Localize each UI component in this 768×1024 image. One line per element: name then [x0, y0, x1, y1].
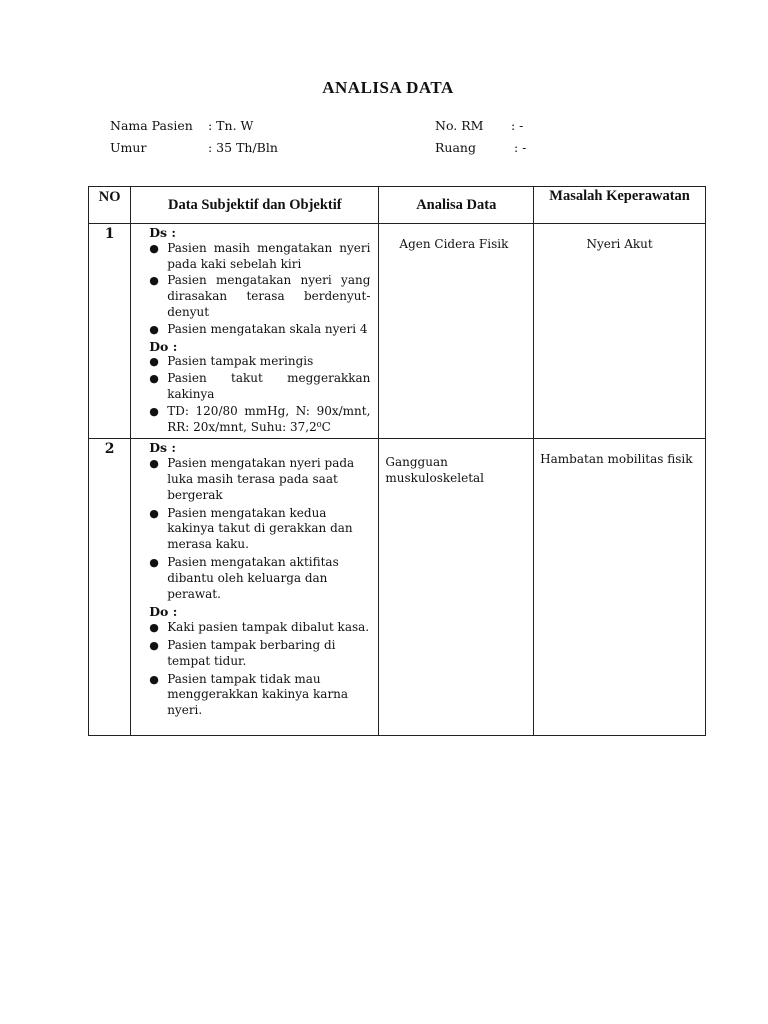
header-data: Data Subjektif dan Objektif	[131, 187, 379, 224]
table-row	[89, 439, 706, 736]
list-item: ● Pasien mengatakan kedua kakinya takut di gerakkan dan merasa kaku.	[149, 505, 353, 552]
bullet-icon: ●	[149, 672, 159, 686]
bullet-icon: ●	[149, 457, 159, 471]
bullet-icon: ●	[149, 355, 159, 369]
list-item: ● Pasien mengatakan nyeri yang dirasakan terasa berdenyut-denyut	[149, 273, 371, 319]
bullet-icon: ●	[149, 241, 159, 255]
umur-value: : 35 Th/Bln	[208, 140, 278, 155]
analisa-cell: Agen Cidera Fisik	[379, 224, 534, 439]
ds-label: Ds :	[149, 225, 177, 240]
nama-label: Nama Pasien	[110, 118, 193, 133]
list-item: ● Pasien tampak tidak mau menggerakkan kakinya karna nyeri.	[149, 671, 349, 718]
do-list	[149, 354, 370, 435]
masalah-cell: Hambatan mobilitas fisik	[534, 439, 706, 736]
data-cell	[131, 224, 379, 439]
ds-list	[149, 456, 370, 602]
bullet-icon: ●	[149, 322, 159, 336]
analisa-data-table	[88, 186, 706, 736]
nama-value: : Tn. W	[208, 118, 254, 133]
rm-label: No. RM	[435, 118, 484, 133]
ruang-value: : -	[514, 140, 527, 155]
bullet-icon: ●	[149, 372, 159, 386]
list-item: ● Pasien tampak meringis	[149, 354, 314, 369]
list-item: ● Kaki pasien tampak dibalut kasa.	[149, 620, 370, 635]
umur-label: Umur	[110, 140, 147, 155]
masalah-cell: Nyeri Akut	[534, 224, 706, 439]
do-label: Do :	[149, 604, 178, 620]
row-number: 1	[89, 224, 131, 439]
bullet-icon: ●	[149, 404, 159, 418]
header-no: NO	[89, 187, 131, 224]
ruang-label: Ruang	[435, 140, 476, 155]
ds-label: Ds :	[149, 440, 177, 456]
header-masalah: Masalah Keperawatan	[534, 187, 706, 224]
table-row	[89, 224, 706, 439]
document-title: ANALISA DATA	[322, 78, 454, 97]
list-item: ● Pasien mengatakan nyeri pada luka masih terasa pada saat bergerak	[149, 456, 355, 502]
do-label: Do :	[149, 338, 178, 354]
bullet-icon: ●	[149, 274, 159, 288]
list-item: ● Pasien takut meggerakkan kakinya	[149, 371, 371, 401]
list-item: ● TD: 120/80 mmHg, N: 90x/mnt, RR: 20x/mnt, Suhu: 37,2⁰C	[149, 403, 371, 434]
ds-list	[149, 241, 370, 338]
bullet-icon: ●	[149, 506, 159, 520]
rm-value: : -	[511, 118, 524, 133]
list-item: ● Pasien masih mengatakan nyeri pada kaki sebelah kiri	[149, 240, 371, 271]
list-item: ● Pasien tampak berbaring di tempat tidur.	[149, 637, 336, 668]
data-cell	[131, 439, 379, 736]
table-header-row	[89, 187, 706, 224]
do-list	[149, 620, 370, 719]
list-item: ● Pasien mengatakan aktifitas dibantu oleh keluarga dan perawat.	[149, 554, 339, 601]
list-item: ● Pasien mengatakan skala nyeri 4	[149, 321, 368, 336]
analisa-cell: Gangguan muskuloskeletal	[379, 439, 534, 736]
header-analisa: Analisa Data	[379, 187, 534, 224]
bullet-icon: ●	[149, 555, 159, 569]
bullet-icon: ●	[149, 621, 159, 635]
bullet-icon: ●	[149, 638, 159, 652]
row-number: 2	[89, 439, 131, 736]
